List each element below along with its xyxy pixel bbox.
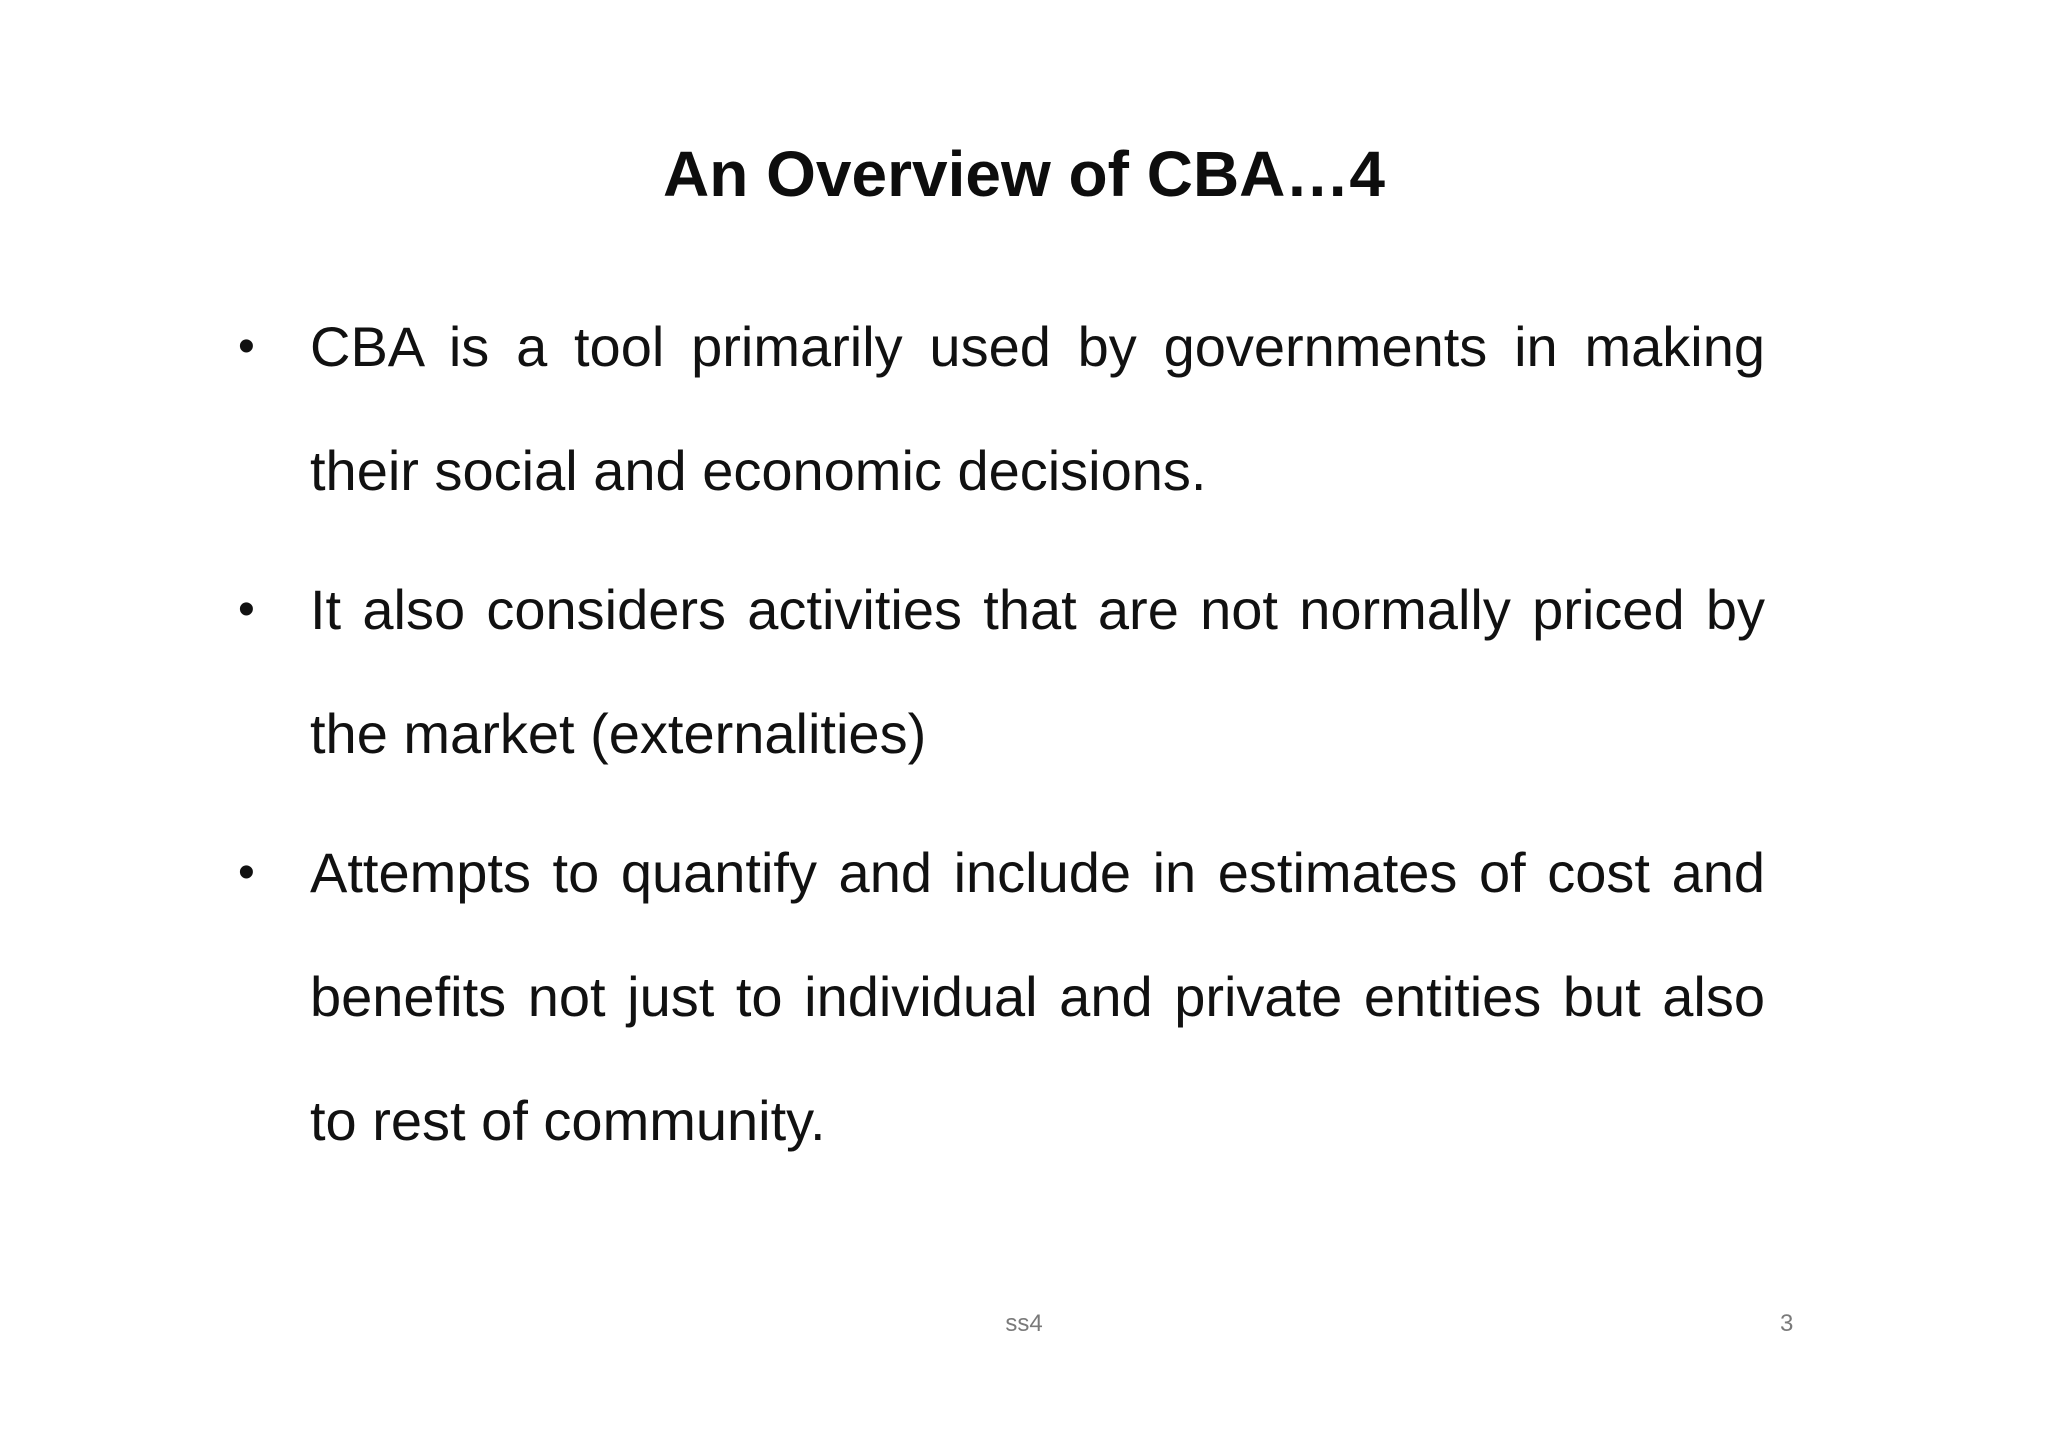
bullet-icon: •	[238, 320, 255, 373]
bullet-icon: •	[238, 846, 255, 899]
bullet-item	[238, 811, 1765, 1183]
bullet-text: Attempts to quantify and include in estimates of cost and benefits not just to individual and private entities but also to rest of community.	[310, 841, 1765, 1152]
bullet-icon: •	[238, 583, 255, 636]
footer-label: ss4	[1005, 1310, 1043, 1337]
bullet-item	[238, 285, 1765, 533]
bullet-text: It also considers activities that are not normally priced by the market (externalities)	[310, 578, 1765, 765]
slide-title: An Overview of CBA…4	[663, 138, 1385, 210]
bullet-item	[238, 548, 1765, 796]
bullet-text: CBA is a tool primarily used by governments in making their social and economic decisions.	[310, 315, 1765, 502]
bullet-list	[238, 285, 1765, 1198]
page-number: 3	[1780, 1310, 1794, 1337]
